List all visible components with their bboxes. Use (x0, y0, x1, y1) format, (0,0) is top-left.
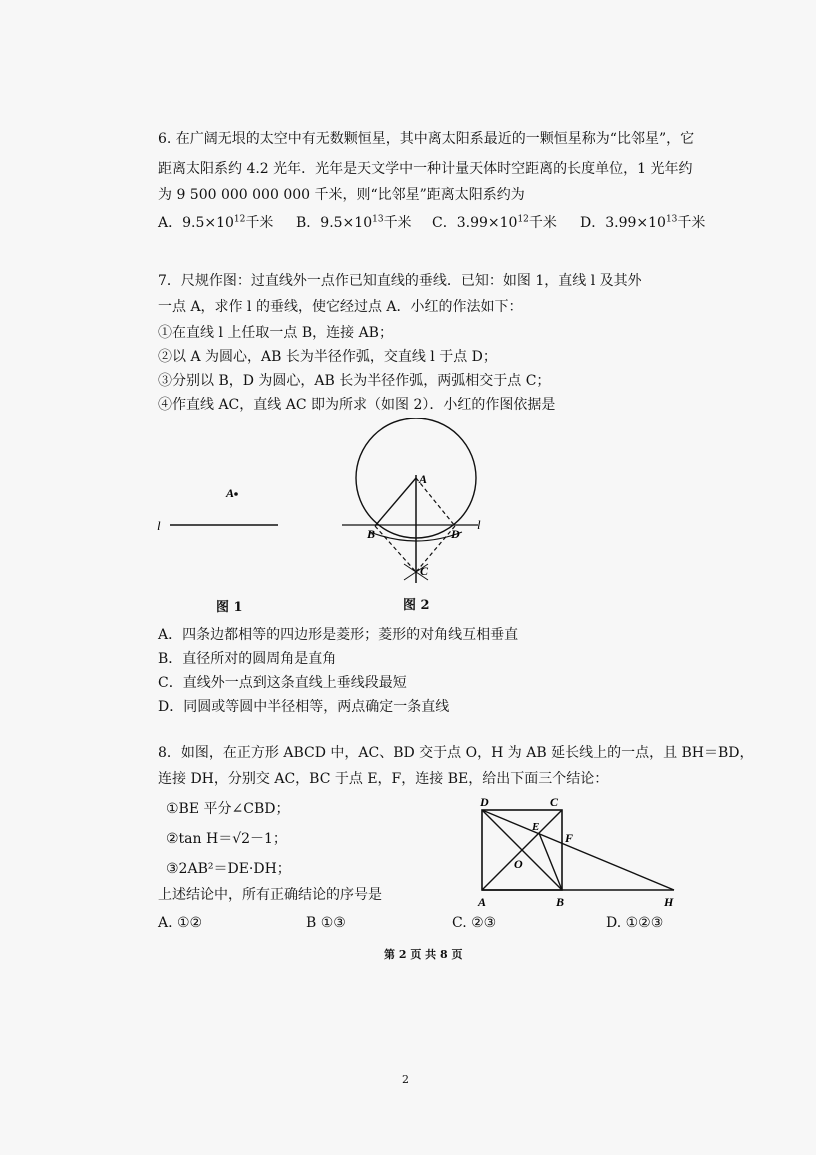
q8-option-b: B ①③ (306, 915, 346, 931)
page-number: 2 (402, 1073, 409, 1086)
q7-step2: ②以 A 为圆心，AB 长为半径作弧，交直线 l 于点 D； (158, 349, 497, 365)
q7-option-a: A．四条边都相等的四边形是菱形；菱形的对角线互相垂直 (158, 627, 519, 643)
q6-option-d: D．$3.99\times 10^{13}$千米 (580, 214, 706, 231)
q7-step1: ①在直线 l 上任取一点 B，连接 AB； (158, 325, 393, 341)
q8-label-o: O (514, 857, 523, 871)
q8-label-a: A (478, 895, 487, 909)
q8-figure (468, 792, 688, 910)
q6-option-c: C．$3.99\times 10^{12}$千米 (432, 214, 557, 231)
q8-label-b: B (556, 895, 565, 909)
q8-option-c: C. ②③ (452, 915, 497, 931)
q8-label-f: F (565, 831, 574, 845)
fig2-label-c: C (420, 564, 429, 578)
figure-2 (330, 418, 495, 588)
q8-label-c: C (550, 795, 559, 809)
figure-1 (150, 475, 290, 540)
q7-step4: ④作直线 AC，直线 AC 即为所求（如图 2）．小红的作图依据是 (158, 397, 556, 413)
q8-label-h: H (664, 895, 674, 909)
fig2-caption: 图 2 (403, 598, 430, 613)
q8-line2: 连接 DH，分别交 AC，BC 于点 E，F，连接 BE，给出下面三个结论： (158, 771, 609, 787)
page-info: 第 2 页 共 8 页 (384, 948, 463, 961)
fig1-label-a: A (226, 486, 235, 500)
q6-option-a: A．$9.5\times 10^{12}$千米 (158, 214, 274, 231)
q7-line1: 7．尺规作图：过直线外一点作已知直线的垂线．已知：如图 1，直线 l 及其外 (158, 273, 642, 289)
q7-option-c: C．直线外一点到这条直线上垂线段最短 (158, 675, 407, 691)
q8-option-a: A. ①② (158, 915, 203, 931)
q7-step3: ③分别以 B，D 为圆心，AB 长为半径作弧，两弧相交于点 C； (158, 373, 551, 389)
fig1-label-l: l (157, 518, 161, 533)
fig1-caption: 图 1 (216, 600, 243, 615)
q8-conclusion-3: ③2AB²＝DE·DH； (166, 861, 291, 877)
q7-option-d: D．同圆或等圆中半径相等，两点确定一条直线 (158, 699, 450, 715)
q8-option-d: D. ①②③ (606, 915, 664, 931)
fig2-label-l: l (477, 517, 481, 532)
fig2-label-b: B (367, 527, 376, 541)
q8-line1: 8．如图，在正方形 ABCD 中，AC、BD 交于点 O，H 为 AB 延长线上的一点，且 BH＝BD， (158, 745, 754, 761)
q8-conclusion-1: ①BE 平分∠CBD； (166, 801, 290, 817)
q6-line3: 为 9 500 000 000 000 千米，则“比邻星”距离太阳系约为 (158, 187, 525, 203)
q8-question: 上述结论中，所有正确结论的序号是 (158, 887, 382, 903)
fig1-point-a (234, 492, 238, 496)
q8-label-e: E (532, 821, 540, 833)
q6-line1: 6. 在广阔无垠的太空中有无数颗恒星，其中离太阳系最近的一颗恒星称为“比邻星”，它 (158, 131, 695, 147)
fig2-label-a: A (419, 472, 428, 486)
q6-option-b: B．$9.5\times 10^{13}$千米 (296, 214, 412, 231)
q8-line-dh (482, 810, 674, 890)
q8-conclusion-2: ②tan H＝√2－1； (166, 831, 287, 847)
q6-line2: 距离太阳系约 4.2 光年．光年是天文学中一种计量天体时空距离的长度单位，1 光年约 (158, 161, 693, 177)
q7-option-b: B．直径所对的圆周角是直角 (158, 651, 337, 667)
fig2-segment-ab (375, 478, 416, 526)
q8-label-d: D (480, 795, 489, 809)
fig2-label-d: D (451, 527, 460, 541)
fig2-segment-bc (375, 526, 416, 572)
q7-line2: 一点 A，求作 l 的垂线，使它经过点 A．小红的作法如下： (158, 299, 523, 315)
